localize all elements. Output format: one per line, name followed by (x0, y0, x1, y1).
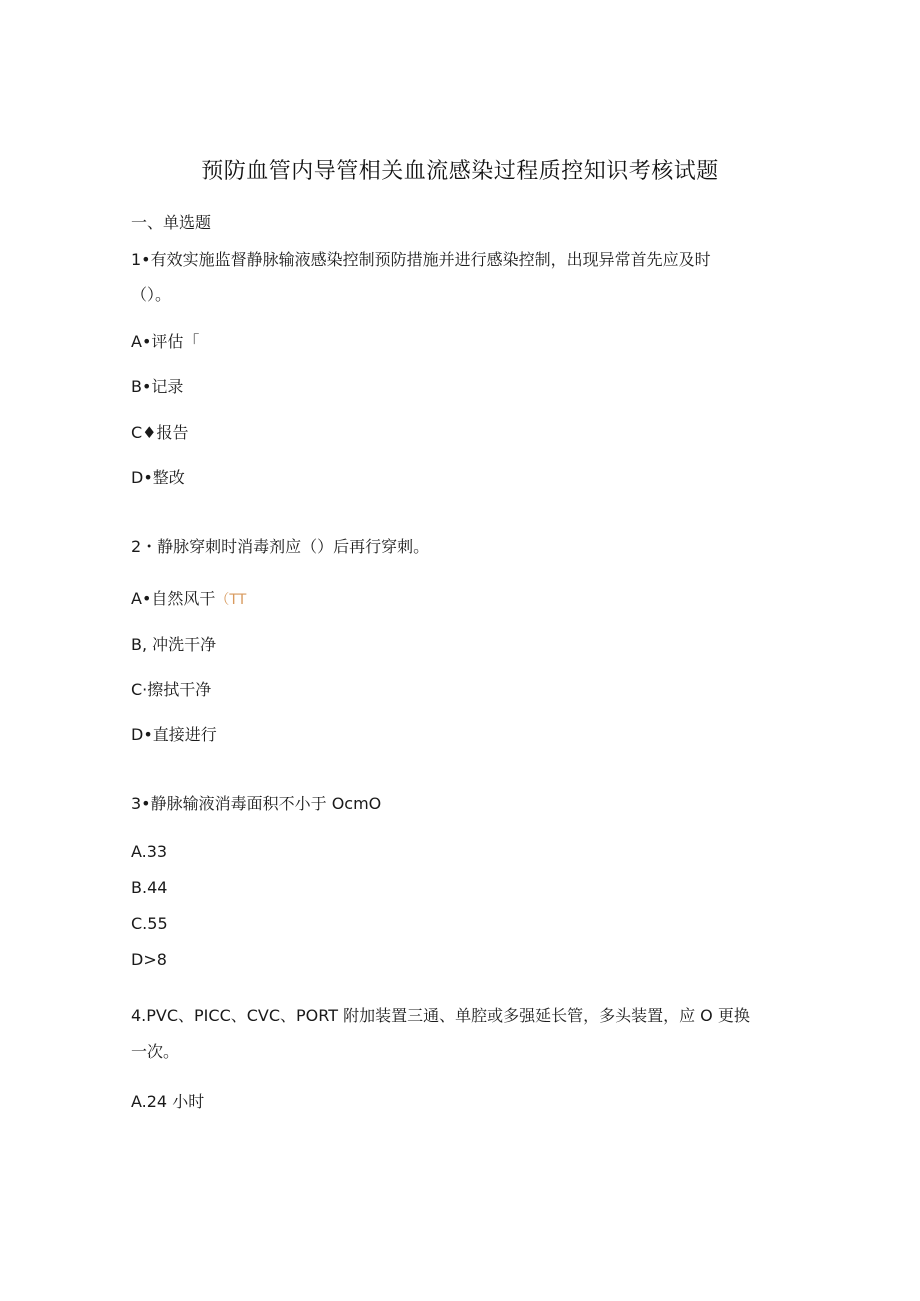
section-heading: 一、单选题 (131, 213, 212, 232)
question-1-option-d: D•整改 (131, 468, 185, 487)
page-title: 预防血管内导管相关血流感染过程质控知识考核试题 (201, 159, 719, 184)
question-3-stem: 3•静脉输液消毒面积不小于 OcmO (131, 794, 382, 813)
question-1-option-a: A•评估「 (131, 332, 200, 351)
question-2-option-c: C·擦拭干净 (131, 680, 212, 699)
question-1-option-c: C♦报告 (131, 423, 189, 442)
question-1-stem-line-1: 1•有效实施监督静脉输液感染控制预防措施并进行感染控制，出现异常首先应及时 (131, 250, 711, 269)
question-4-stem-line-1: 4.PVC、PICC、CVC、PORT 附加装置三通、单腔或多强延长管，多头装置，应 O 更换 (131, 1006, 750, 1025)
question-1-option-b: B•记录 (131, 377, 184, 396)
question-2-option-b: B, 冲洗干净 (131, 635, 217, 654)
question-2-option-a-text: A•自然风干 (131, 589, 216, 608)
question-1-stem-line-2: （）。 (131, 285, 172, 304)
question-3-option-a: A.33 (131, 842, 168, 861)
question-4-option-a: A.24 小时 (131, 1092, 205, 1111)
question-3-option-d: D>8 (131, 950, 167, 969)
question-3-option-c: C.55 (131, 914, 168, 933)
question-3-option-b: B.44 (131, 878, 168, 897)
question-2-stem: 2・静脉穿刺时消毒剂应（）后再行穿刺。 (131, 537, 430, 556)
question-2-option-a (131, 588, 246, 611)
question-2-option-d: D•直接进行 (131, 725, 217, 744)
handwritten-note: （TT (215, 592, 247, 608)
question-4-stem-line-2: 一次。 (131, 1042, 180, 1061)
